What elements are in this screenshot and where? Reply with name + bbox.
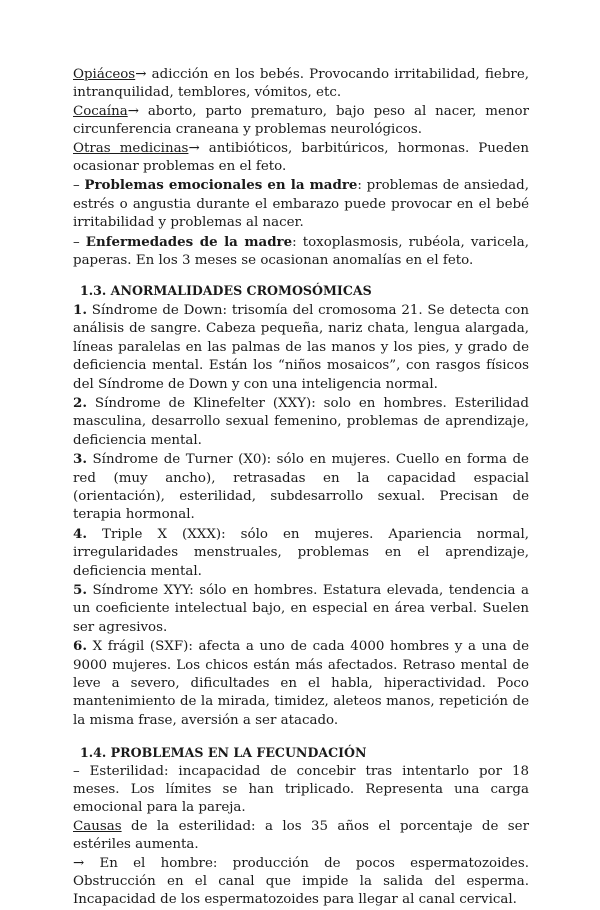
list-item-triple-x: [73, 525, 529, 581]
term-cocaina: Cocaína: [73, 103, 128, 119]
text-problemas-emocionales: : problemas de ansiedad, estrés o angustia durante el embarazo puede provocar en el bebé irritabilidad y problemas al nacer.: [73, 178, 529, 231]
paragraph-esterilidad: – Esterilidad: incapacidad de concebir tras intentarlo por 18 meses. Los límites se han triplicado. Representa una carga emocional para la pareja.: [73, 763, 529, 816]
item-number: 3.: [73, 451, 87, 468]
arrow-glyph: →: [127, 103, 139, 119]
item-text: Triple X (XXX): sólo en mujeres. Apariencia normal, irregularidades menstruales, problemas en el aprendizaje, deficiencia mental.: [73, 526, 529, 579]
item-text: Síndrome de Klinefelter (XXY): solo en hombres. Esterilidad masculina, desarrollo sexual femenino, problemas de aprendizaje, deficiencia mental.: [73, 395, 529, 448]
document-page: [73, 66, 529, 910]
paragraph-opiaceos: [73, 66, 529, 103]
item-text: Síndrome de Down: trisomía del cromosoma 21. Se detecta con análisis de sangre. Cabeza pequeña, nariz chata, lengua alargada, líneas paralelas en las palmas de las manos y los pies, y grado de deficiencia mental. Están los “niños mosaicos”, con rasgos físicos del Síndrome de Down y con una inteligencia normal.: [73, 302, 529, 392]
term-opiaceos: Opiáceos: [73, 67, 136, 82]
term-causas: Causas: [73, 818, 122, 834]
item-number: 4.: [73, 525, 87, 542]
text-cocaina: aborto, parto prematuro, bajo peso al nacer, menor circunferencia craneana y problemas neurológicos.: [73, 103, 529, 138]
list-item-xyy: [73, 581, 529, 637]
paragraph-causas: [73, 818, 529, 855]
list-item-turner: [73, 450, 529, 525]
list-item-sindrome-down: [73, 301, 529, 394]
list-item-klinefelter: [73, 394, 529, 450]
item-text: Síndrome XYY: sólo en hombres. Estatura elevada, tendencia a un coeficiente intelectual bajo, en especial en área verbal. Suelen ser agresivos.: [73, 582, 529, 635]
section-heading-fecundacion: 1.4. PROBLEMAS EN LA FECUNDACIÓN: [80, 745, 367, 761]
item-number: 2.: [73, 394, 87, 411]
paragraph-problemas-emocionales: [73, 176, 529, 232]
text-otras-medicinas: antibióticos, barbitúricos, hormonas. Pueden ocasionar problemas en el feto.: [73, 140, 529, 175]
item-number: 6.: [73, 638, 87, 655]
item-text: Síndrome de Turner (X0): sólo en mujeres. Cuello en forma de red (muy ancho), retrasadas en la capacidad espacial (orientación), esterilidad, subdesarrollo sexual. Precisan de terapia hormonal.: [73, 452, 529, 523]
dash-enfermedades: –: [73, 234, 86, 250]
term-enfermedades-madre: Enfermedades de la madre: [85, 233, 293, 250]
term-problemas-emocionales: Problemas emocionales en la madre: [84, 177, 358, 194]
section-heading-anormalidades: 1.3. ANORMALIDADES CROMOSÓMICAS: [80, 283, 372, 299]
item-number: 5.: [73, 581, 87, 598]
arrow-glyph: →: [188, 140, 200, 156]
text-opiaceos: adicción en los bebés. Provocando irritabilidad, fiebre, intranquilidad, temblores, vómitos, etc.: [73, 67, 529, 101]
text-enfermedades-madre: : toxoplasmosis, rubéola, varicela, paperas. En los 3 meses se ocasionan anomalías en el feto.: [73, 234, 530, 269]
dash-emocionales: –: [73, 178, 85, 194]
term-otras-medicinas: Otras medicinas: [73, 140, 189, 156]
item-text: X frágil (SXF): afecta a uno de cada 4000 hombres y a una de 9000 mujeres. Los chicos están más afectados. Retraso mental de leve a severo, dificultades en el habla, hiperactividad. Poco mantenimiento de la mirada, timidez, aleteos manos, repetición de la misma frase, aversión a ser atacado.: [73, 639, 529, 728]
item-number: 1.: [73, 301, 87, 318]
arrow-glyph: →: [135, 67, 147, 82]
paragraph-enfermedades-madre: [73, 233, 529, 271]
paragraph-cocaina: [73, 103, 529, 140]
paragraph-hombre: → En el hombre: producción de pocos espermatozoides. Obstrucción en el canal que impide la salida del esperma. Incapacidad de los espermatozoides para llegar al canal cervical.: [73, 855, 529, 908]
list-item-x-fragil: [73, 637, 529, 730]
paragraph-otras-medicinas: [73, 140, 529, 177]
text-causas: de la esterilidad: a los 35 años el porcentaje de ser estériles aumenta.: [73, 818, 529, 853]
